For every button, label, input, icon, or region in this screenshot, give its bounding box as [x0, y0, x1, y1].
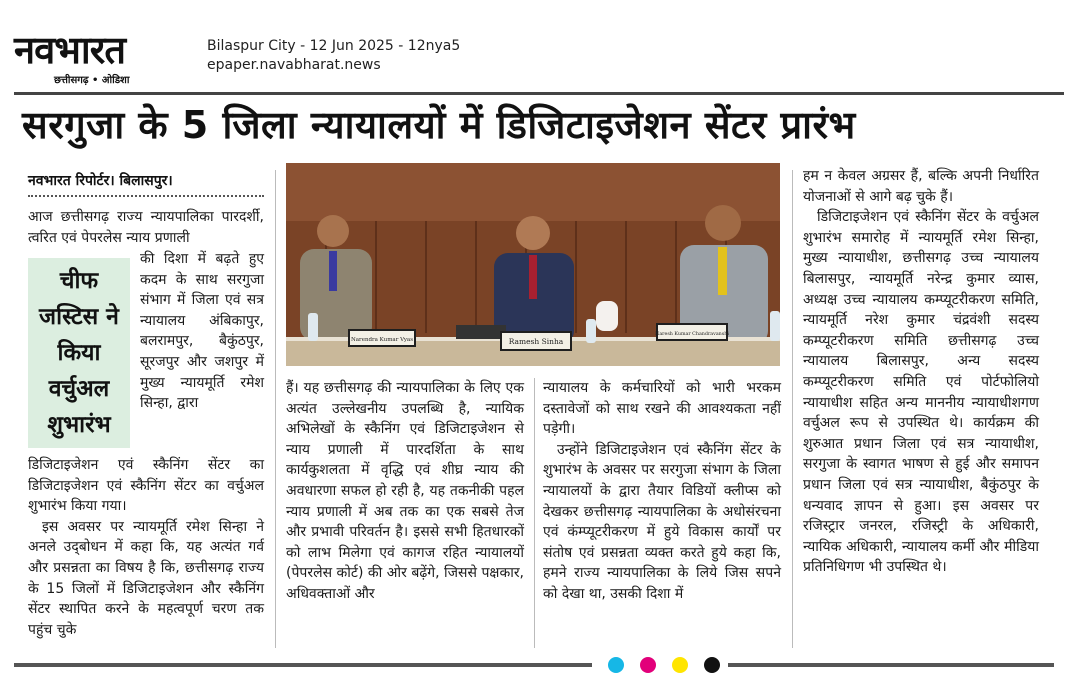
column-divider: [275, 170, 276, 648]
column-1-bottom: [28, 455, 264, 640]
registration-mark-magenta: [640, 657, 656, 673]
col4-p2: डिजिटाइजेशन एवं स्कैनिंग सेंटर के वर्चुअल शुभारंभ समारोह में न्यायमूर्ति रमेश सिन्हा, मुख्य न्यायाधीश, छत्तीसगढ़ उच्च न्यायालय बिलासपुर, न्यायमूर्ति नरेन्द्र कुमार व्यास, अध्यक्ष उच्च न्यायालय कम्प्यूटरीकरण समिति, न्यायमूर्ति नरेश कुमार चंद्रवंशी सदस्य कम्प्यूटरीकरण समिति छत्तीसगढ़ उच्च न्यायालय बिलासपुर, अन्य सदस्य कम्प्यूटरीकरण समिति एवं पोर्टफोलियो न्यायाधीश सहित अन्य माननीय न्यायाधीशगण वर्चुअल रूप से उपस्थित थे। कार्यक्रम की शुरुआत प्रधान जिला एवं सत्र न्यायाधीश, सरगुजा के स्वागत भाषण से हुई और समापन प्रधान जिला एवं सत्र न्यायाधीश, बैकुंठपुर के धन्यवाद ज्ञापन से हुआ। इस अवसर पर रजिस्ट्रार जनरल, रजिस्ट्री के अधिकारी, न्यायिक अधिकारी, न्यायालय कर्मी और मीडिया प्रतिनिधिगण भी उपस्थित थे।: [803, 209, 1039, 576]
registration-mark-cyan: [608, 657, 624, 673]
byline: नवभारत रिपोर्टर। बिलासपुर।: [28, 173, 173, 189]
col3-p2: उन्होंने डिजिटाइजेशन एवं स्कैनिंग सेंटर के शुभारंभ के अवसर पर सरगुजा संभाग के जिला न्यायालयों के द्वारा तैयार विडियों क्लीप्स को देखकर छत्तीसगढ़ न्यायपालिका के अधोसंरचना एवं कंम्प्यूटरीकरण में हुये विकास कार्यों पर संतोष एवं प्रसन्नता व्यक्त करते हुये कहा कि, हमने राज्य न्यायपालिका के लिये जिस सपने को देखा था, उसकी दिशा में: [543, 441, 781, 602]
col2-text: हैं। यह छत्तीसगढ़ की न्यायपालिका के लिए एक अत्यंत उल्लेखनीय उपलब्धि है, न्यायिक अभिलेखों के स्कैनिंग एवं डिजिटाइजेशन से न्याय प्रणाली में पारदर्शिता के साथ कार्यकुशलता में वृद्धि एवं शीघ्र न्याय की अवधारणा सफल हो रही है, यह तकनीकी पहल न्याय प्रणाली में अब तक का एक सबसे तेज और प्रभावी परिवर्तन है। इससे सभी हितधारकों को लाभ मिलेगा एवं कागज रहित न्यायालयों (पेपरलेस कोर्ट) की ओर बढ़ेंगे, जिससे पक्षकार, अधिवक्ताओं और: [286, 380, 524, 602]
byline-rule: [28, 195, 264, 197]
column-divider: [534, 378, 535, 648]
pull-quote-text: चीफ जस्टिस ने किया वर्चुअल शुभारंभ: [39, 268, 119, 438]
nameplate-right: Naresh Kumar Chandravanshi: [655, 332, 729, 337]
logo-text: नवभारत: [14, 28, 125, 72]
logo-subtitle: छत्तीसगढ़ • ओडिशा: [54, 75, 130, 86]
pull-quote: [28, 258, 130, 448]
column-4: [803, 166, 1039, 578]
footer-rule-left: [14, 663, 592, 667]
col1-intro-text: आज छत्तीसगढ़ राज्य न्यायपालिका पारदर्शी, त्वरित एवं पेपरलेस न्याय प्रणाली: [28, 209, 264, 246]
col1-wrap-text: की दिशा में बढ़ते हुए कदम के साथ सरगुजा संभाग में जिला एवं सत्र न्यायालय अंबिकापुर, बलरामपुर, बैकुंठपुर, सूरजपुर और जशपुर में मुख्य न्यायमूर्ति रमेश सिन्हा, द्वारा: [140, 251, 264, 412]
column-divider: [792, 170, 793, 648]
masthead-logo: [14, 30, 190, 86]
column-1-intro: [28, 207, 264, 248]
registration-mark-yellow: [672, 657, 688, 673]
col4-p1: हम न केवल अग्रसर हैं, बल्कि अपनी निर्धारित योजनाओं से आगे बढ़ चुके हैं।: [803, 168, 1039, 205]
col3-p1: न्यायालय के कर्मचारियों को भारी भरकम दस्तावेजों को साथ रखने की आवश्यकता नहीं पड़ेगी।: [543, 380, 781, 438]
footer-rule-right: [728, 663, 1054, 667]
column-3: [543, 378, 781, 605]
edition-meta: [207, 37, 460, 75]
edition-line: Bilaspur City - 12 Jun 2025 - 12nya5: [207, 38, 461, 54]
nameplate-center: Ramesh Sinha: [508, 337, 564, 346]
nameplate-left: Narendra Kumar Vyas: [350, 337, 414, 343]
col1-p1-end: डिजिटाइजेशन एवं स्कैनिंग सेंटर का डिजिटाइजेशन एवं स्कैनिंग सेंटर का वर्चुअल शुभारंभ किया गया।: [28, 457, 264, 515]
site-link[interactable]: epaper.navabharat.news: [207, 57, 381, 73]
column-1-wrap: [140, 249, 264, 414]
registration-mark-black: [704, 657, 720, 673]
col1-p2: इस अवसर पर न्यायमूर्ति रमेश सिन्हा ने अनले उद्‌बोधन में कहा कि, यह अत्यंत गर्व और प्रसन्नता का विषय है कि, छत्तीसगढ़ राज्य के 15 जिलों में डिजिटाइजेशन और स्कैनिंग सेंटर स्थापित करने के महत्वपूर्ण चरण तक पहुंच चुके: [28, 518, 264, 638]
photo-illustration: [286, 163, 780, 366]
masthead-rule: [14, 92, 1064, 95]
column-2: [286, 378, 524, 605]
headline: सरगुजा के 5 जिला न्यायालयों में डिजिटाइजेशन सेंटर प्रारंभ: [22, 103, 856, 147]
article-photo: [286, 163, 780, 366]
